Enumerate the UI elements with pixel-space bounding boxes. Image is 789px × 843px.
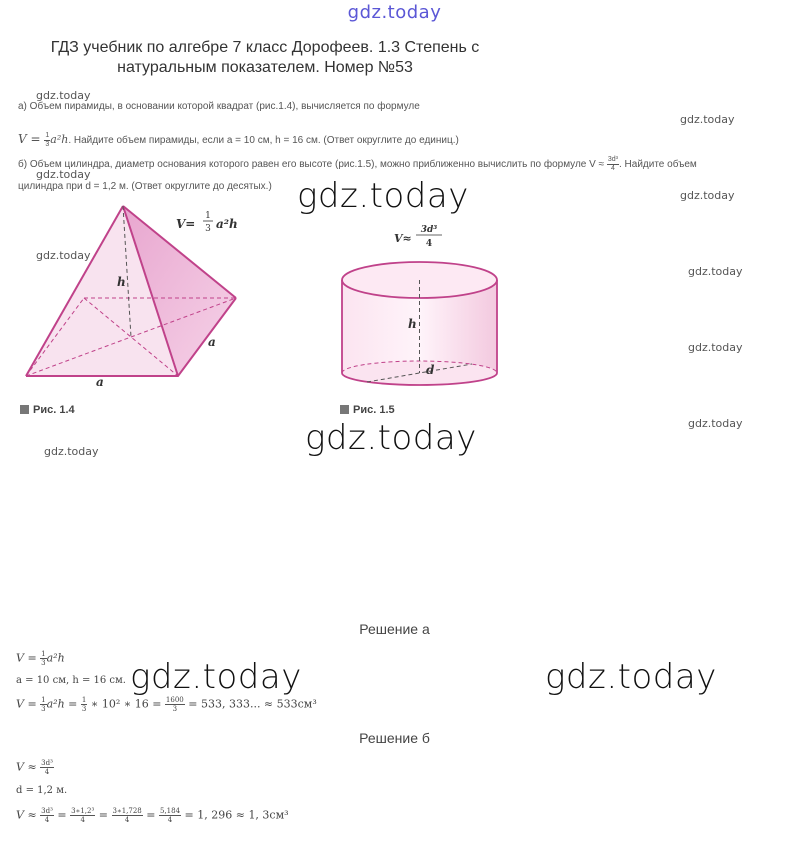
fraction-denominator: 4 bbox=[124, 816, 130, 824]
fraction-numerator: 1 bbox=[41, 650, 46, 658]
figure-caption-2 bbox=[340, 404, 395, 416]
solution-a-line3 bbox=[16, 696, 317, 713]
task-b-line1 bbox=[18, 156, 778, 173]
cylinder-formula-numerator: 3d³ bbox=[420, 225, 438, 235]
watermark-small: gdz.today bbox=[688, 265, 743, 278]
page-title: ГДЗ учебник по алгебре 7 класс Дорофеев. 1.3 Степень с натуральным показателем. Номер №53 bbox=[50, 39, 480, 76]
fraction-denominator: 3 bbox=[41, 705, 46, 713]
fraction-numerator: 1 bbox=[81, 696, 87, 704]
fraction-denominator: 4 bbox=[44, 816, 50, 824]
figure-caption-1 bbox=[20, 404, 75, 416]
formula-part: V = bbox=[16, 651, 41, 665]
fraction-denominator: 3 bbox=[41, 659, 46, 667]
task-b-line2: цилиндра при d = 1,2 м. (Ответ округлите до десятых.) bbox=[18, 181, 272, 192]
solution-a-line1 bbox=[16, 650, 65, 667]
fraction-numerator: 3∗1,2³ bbox=[71, 807, 95, 815]
fraction-numerator: 5,184 bbox=[159, 807, 181, 815]
solution-b-line2: d = 1,2 м. bbox=[16, 785, 68, 796]
formula-part: a²h bbox=[46, 651, 65, 665]
watermark-large: gdz.today bbox=[545, 657, 717, 697]
watermark-small: gdz.today bbox=[680, 113, 735, 126]
fraction-denominator: 4 bbox=[167, 816, 173, 824]
caption-square-icon bbox=[20, 405, 29, 414]
formula-part: V ≈ bbox=[16, 808, 41, 822]
pyramid-figure bbox=[18, 196, 258, 421]
cylinder-formula-v: V≈ bbox=[394, 232, 412, 245]
formula-part: a²h = bbox=[46, 697, 81, 711]
watermark-small: gdz.today bbox=[688, 417, 743, 430]
cylinder-label-d: d bbox=[426, 363, 435, 377]
watermark-large: gdz.today bbox=[130, 657, 302, 697]
watermark-small: gdz.today bbox=[680, 189, 735, 202]
pyramid-formula-v: V= bbox=[176, 217, 196, 231]
fraction-denominator: 3 bbox=[172, 705, 178, 713]
formula-part: V = bbox=[16, 697, 41, 711]
watermark-small: gdz.today bbox=[36, 168, 91, 181]
formula-part: ∗ 10² ∗ 16 = bbox=[87, 697, 165, 711]
watermark-small: gdz.today bbox=[36, 89, 91, 102]
fraction-numerator: 1600 bbox=[165, 696, 184, 704]
cylinder-label-h: h bbox=[408, 317, 417, 331]
solution-a-line2: a = 10 см, h = 16 см. bbox=[16, 675, 126, 686]
watermark-small: gdz.today bbox=[688, 341, 743, 354]
solution-b-line3 bbox=[16, 807, 289, 824]
pyramid-formula-numerator: 1 bbox=[205, 211, 211, 221]
fraction-denominator: 4 bbox=[44, 768, 50, 776]
solution-a-heading: Решение а bbox=[359, 621, 430, 637]
fraction-numerator: 1 bbox=[41, 696, 46, 704]
formula-part: = 533, 333... ≈ 533см³ bbox=[184, 697, 317, 711]
figure-caption-2-text: Рис. 1.5 bbox=[353, 404, 395, 416]
task-b-text-end: . Найдите объем bbox=[618, 159, 697, 171]
fraction-numerator: 3d³ bbox=[41, 807, 53, 815]
pyramid-label-h: h bbox=[117, 275, 126, 289]
fraction-numerator: 3d³ bbox=[41, 759, 53, 767]
formula-part: = 1, 296 ≈ 1, 3см³ bbox=[181, 808, 289, 822]
task-a-question: . Найдите объем пирамиды, если a = 10 см, h = 16 см. (Ответ округлите до единиц.) bbox=[68, 135, 459, 147]
watermark-small: gdz.today bbox=[36, 249, 91, 262]
formula-part: = bbox=[95, 808, 112, 822]
task-a-text: а) Объем пирамиды, в основании которой квадрат (рис.1.4), вычисляется по формуле bbox=[18, 101, 420, 112]
pyramid-label-a-bottom: a bbox=[96, 375, 104, 389]
formula-part: V ≈ bbox=[16, 760, 41, 774]
fraction-numerator: 1 bbox=[45, 132, 50, 139]
watermark-small: gdz.today bbox=[44, 445, 99, 458]
task-b-text: б) Объем цилиндра, диаметр основания которого равен его высоте (рис.1.5), можно приближенно вычислить по формуле V ≈ bbox=[18, 159, 605, 171]
formula-part: = bbox=[53, 808, 71, 822]
site-logo[interactable]: gdz.today bbox=[347, 2, 442, 23]
solution-b-heading: Решение б bbox=[359, 730, 430, 746]
caption-square-icon bbox=[340, 405, 349, 414]
pyramid-formula-denominator: 3 bbox=[205, 224, 211, 234]
fraction-denominator: 4 bbox=[610, 165, 615, 172]
fraction-denominator: 3 bbox=[81, 705, 87, 713]
cylinder-formula-denominator: 4 bbox=[425, 239, 433, 249]
fraction-numerator: 3d³ bbox=[607, 156, 618, 163]
fraction-denominator: 4 bbox=[80, 816, 85, 824]
fraction-numerator: 3∗1,728 bbox=[112, 807, 142, 815]
task-a-formula-line bbox=[18, 132, 618, 149]
task-a-formula: V = bbox=[18, 132, 45, 147]
solution-b-line1 bbox=[16, 759, 54, 776]
formula-part: = bbox=[142, 808, 159, 822]
pyramid-label-a-side: a bbox=[208, 335, 216, 349]
watermark-large: gdz.today bbox=[297, 176, 469, 216]
watermark-large: gdz.today bbox=[305, 418, 477, 458]
cylinder-figure bbox=[332, 218, 507, 393]
fraction-denominator: 3 bbox=[45, 141, 50, 148]
pyramid-formula-rest: a²h bbox=[216, 217, 238, 231]
figure-caption-1-text: Рис. 1.4 bbox=[33, 404, 75, 416]
task-a-formula-rest: a²h bbox=[50, 133, 69, 147]
